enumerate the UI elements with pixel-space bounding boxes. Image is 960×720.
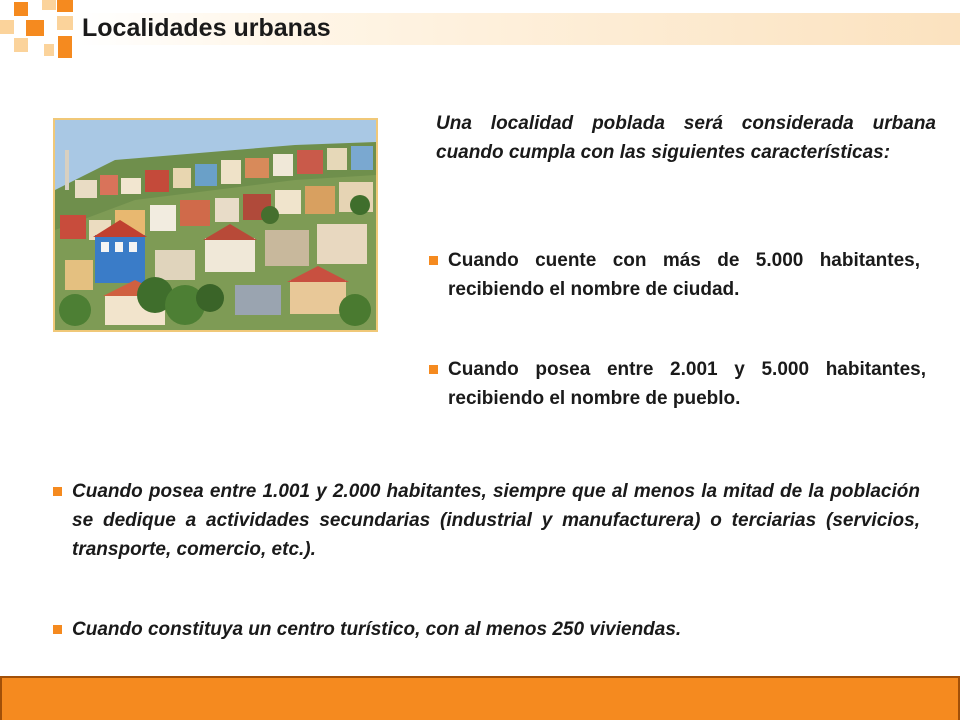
town-photo	[53, 118, 378, 332]
town-hillside-icon	[55, 120, 376, 330]
header-deco-square	[14, 2, 28, 16]
header-deco-square	[26, 20, 44, 36]
intro-paragraph: Una localidad poblada será considerada urbana cuando cumpla con las siguientes características:	[436, 113, 936, 163]
bullet-square-icon	[429, 256, 438, 265]
header-deco-square	[44, 44, 54, 56]
bullet-square-icon	[53, 625, 62, 634]
footer-edge	[0, 678, 2, 720]
header-deco-square	[42, 0, 56, 10]
list-item-text: Cuando constituya un centro turístico, con al menos 250 viviendas.	[72, 619, 682, 640]
list-item-text: Cuando cuente con más de 5.000 habitantes, recibiendo el nombre de ciudad.	[448, 250, 920, 300]
header-deco-square	[57, 16, 73, 30]
header-deco-square	[58, 36, 72, 58]
bullet-square-icon	[429, 365, 438, 374]
header-deco-square	[14, 38, 28, 52]
list-item-text: Cuando posea entre 2.001 y 5.000 habitantes, recibiendo el nombre de pueblo.	[448, 359, 926, 409]
list-item	[448, 355, 926, 413]
header-deco-square	[0, 20, 14, 34]
header-deco-square	[57, 0, 73, 12]
list-item	[72, 615, 920, 644]
page-title: Localidades urbanas	[82, 14, 331, 42]
bullet-square-icon	[53, 487, 62, 496]
list-item	[72, 477, 920, 564]
list-item	[448, 246, 920, 304]
footer-bar	[0, 676, 960, 720]
list-item-text: Cuando posea entre 1.001 y 2.000 habitantes, siempre que al menos la mitad de la población se dedique a actividades secundarias (industrial y manufacturera) o terciarias (servicios, transporte, comercio, etc.).	[72, 481, 920, 560]
